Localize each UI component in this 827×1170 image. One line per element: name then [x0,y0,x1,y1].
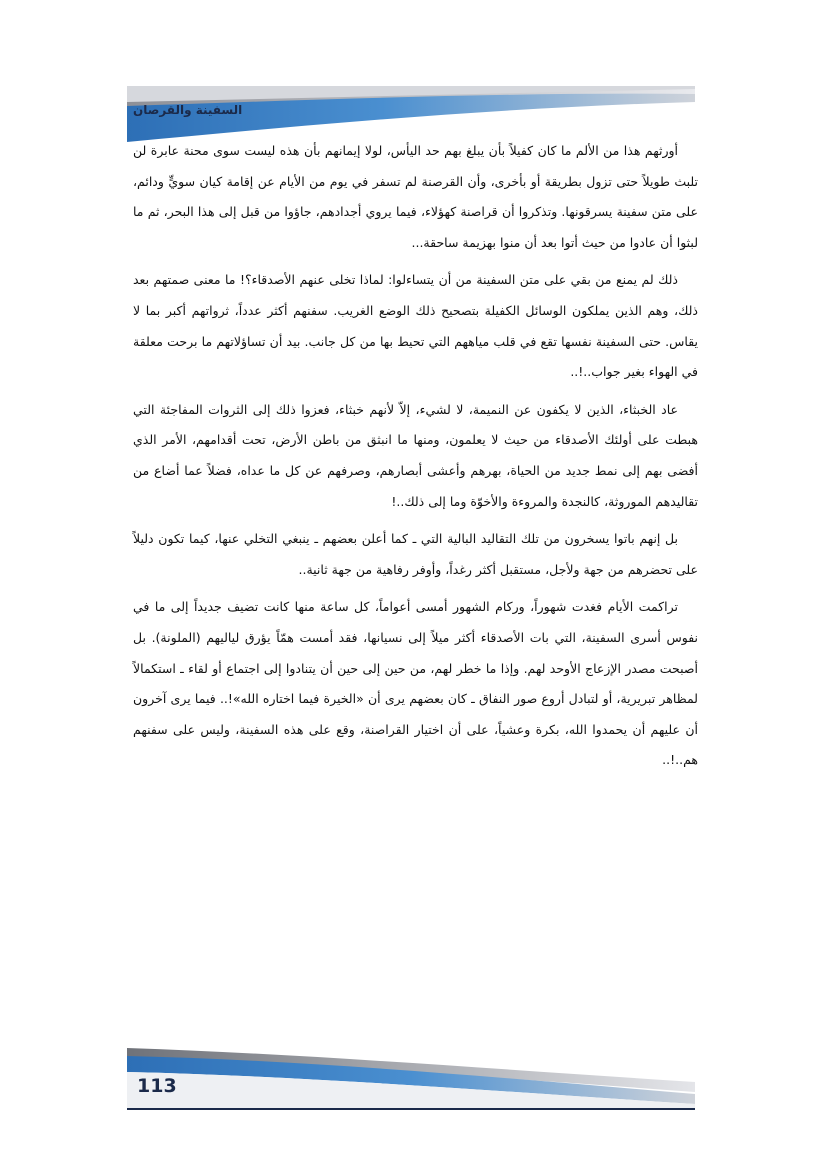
running-title: السفينة والقرصان [133,103,243,117]
paragraph-2: ذلك لم يمنع من بقي على متن السفينة من أن يتساءلوا: لماذا تخلى عنهم الأصدقاء؟! ما معنى صمتهم بعد ذلك، وهم الذين يملكون الوسائل الكفيلة بتصحيح ذلك الوضع الغريب. سفنهم أكثر عدداً، ثرواتهم أكبر بما لا يقاس. حتى السفينة نفسها تقع في قلب مياههم التي تحيط بها من كل جانب. بيد أن تساؤلاتهم ما برحت معلقة في الهواء بغير جواب..!.. [133,272,698,380]
footer-swoosh-graphic [127,1048,695,1130]
paragraph-1: أورثهم هذا من الألم ما كان كفيلاً بأن يبلغ بهم حد اليأس، لولا إيمانهم بأن هذه ليست سوى محنة عابرة لن تلبث طويلاً حتى تزول بطريقة أو بأخرى، وأن القرصنة لم تسفر في يوم من الأيام عن إقامة كيان سويٍّ ودائم، على متن سفينة يسرقونها. وتذكروا أن قراصنة كهؤلاء، فيما يروي أجدادهم، جاؤوا من قبل إلى هذا البحر، ثم ما لبثوا أن عادوا من حيث أتوا بعد أن منوا بهزيمة ساحقة... [133,143,698,250]
page-number: 113 [137,1075,177,1097]
paragraph-5: تراكمت الأيام فغدت شهوراً، وركام الشهور أمسى أعواماً، كل ساعة منها كانت تضيف جديداً إلى ما في نفوس أسرى السفينة، التي بات الأصدقاء أكثر ميلاً إلى نسيانها، فقد أمست همّاً يؤرق لياليهم (الملونة). بل أصبحت مصدر الإزعاج الأوحد لهم. وإذا ما خطر لهم، من حين إلى حين أن يتنادوا إلى اجتماع أو لقاء ـ استكمالاً لمظاهر تبريرية، أو لتبادل أروع صور النفاق ـ كان بعضهم يرى أن «الخيرة فيما اختاره الله»!.. فيما يرى آخرون أن عليهم أن يحمدوا الله، بكرة وعشياً، على أن اختيار القراصنة، وقع على هذه السفينة، وليس على سفنهم هم..!.. [133,599,698,768]
paragraph-4: بل إنهم باتوا يسخرون من تلك التقاليد البالية التي ـ كما أعلن بعضهم ـ ينبغي التخلي عنها، كيما تكون دليلاً على تحضرهم من جهة ولأجل، مستقبل أكثر رغداً، وأوفر رفاهية من جهة ثانية.. [133,531,698,577]
body-text [133,136,698,783]
footer-decorative-band [127,1048,695,1130]
paragraph-3: عاد الخبثاء، الذين لا يكفون عن النميمة، لا لشيء، إلاّ لأنهم خبثاء، فعزوا ذلك إلى الثروات المفاجئة التي هبطت على أولئك الأصدقاء من حيث لا يعلمون، ومنها ما انبثق من باطن الأرض، تحت أقدامهم، الأمر الذي أفضى بهم إلى نمط جديد من الحياة، بهرهم وأعشى أبصارهم، وصرفهم عن كل ما عداه، فضلاً عما أضاع من تقاليدهم الموروثة، كالنجدة والمروءة والأخوّة وما إلى ذلك..! [133,401,698,509]
